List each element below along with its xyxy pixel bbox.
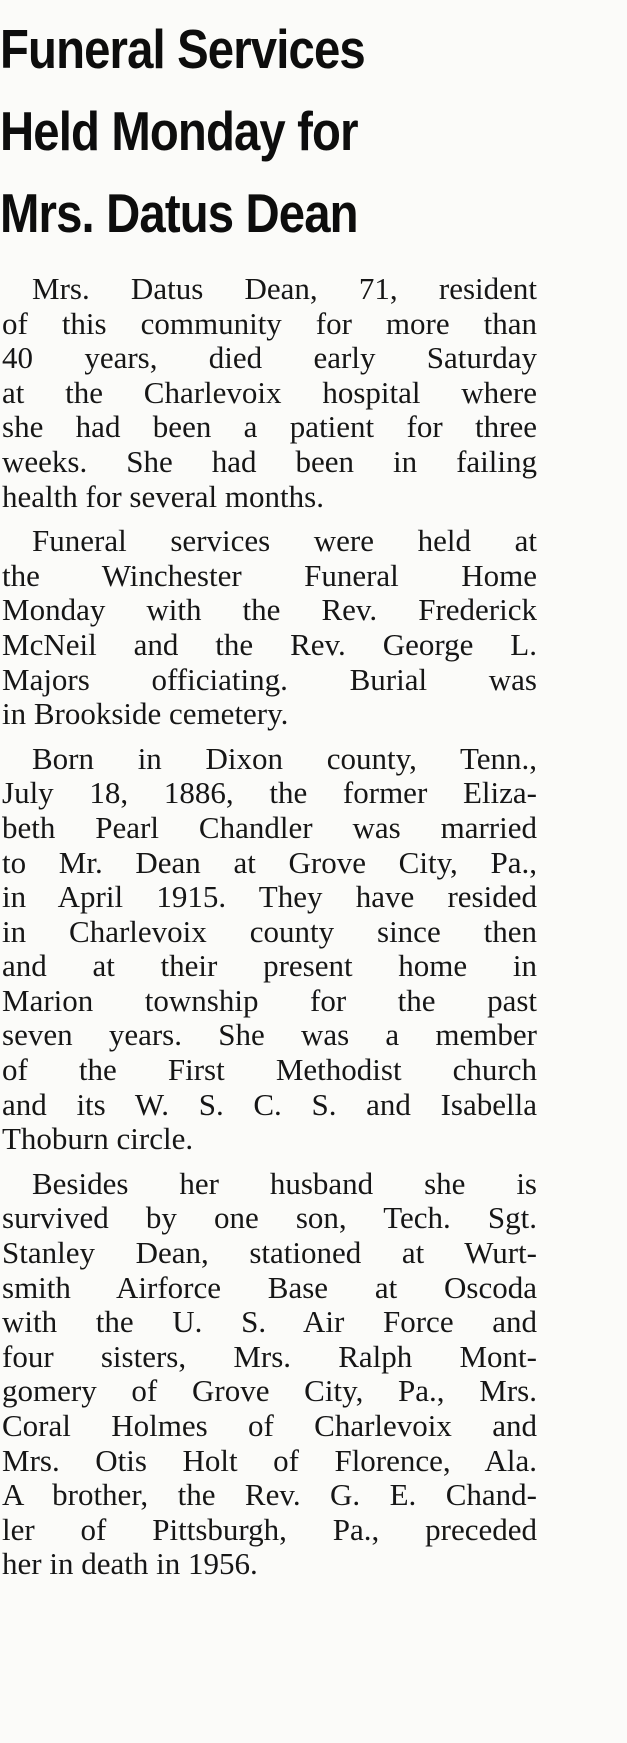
text-line: beth Pearl Chandler was married: [2, 809, 537, 845]
headline-line: Funeral Services: [0, 18, 365, 80]
text-line: four sisters, Mrs. Ralph Mont-: [2, 1338, 537, 1374]
text-line: Funeral services were held at: [32, 523, 537, 559]
text-line: Thoburn circle.: [2, 1121, 194, 1157]
text-line: Stanley Dean, stationed at Wurt-: [2, 1235, 537, 1271]
text-line: in Brookside cemetery.: [2, 696, 289, 732]
text-line: gomery of Grove City, Pa., Mrs.: [2, 1373, 537, 1409]
text-line: July 18, 1886, the former Eliza-: [2, 775, 537, 811]
text-line: Born in Dixon county, Tenn.,: [32, 740, 537, 776]
text-line: seven years. She was a member: [2, 1017, 537, 1053]
article-body: [2, 272, 537, 1582]
text-line: 40 years, died early Saturday: [2, 340, 537, 376]
headline-line: Held Monday for: [0, 100, 358, 162]
text-line: weeks. She had been in failing: [2, 443, 537, 479]
text-line: Coral Holmes of Charlevoix and: [2, 1408, 537, 1443]
text-line: and its W. S. C. S. and Isabella: [2, 1086, 537, 1122]
text-line: McNeil and the Rev. George L.: [2, 626, 537, 662]
paragraph-biography: [2, 742, 537, 1157]
text-line: in April 1915. They have resided: [2, 879, 537, 915]
text-line: A brother, the Rev. G. E. Chand-: [2, 1477, 537, 1513]
text-line: of the First Methodist church: [2, 1052, 537, 1088]
text-line: ler of Pittsburgh, Pa., preceded: [2, 1511, 537, 1547]
headline: [0, 8, 482, 254]
text-line: Majors officiating. Burial was: [2, 661, 537, 697]
text-line: Mrs. Otis Holt of Florence, Ala.: [2, 1442, 537, 1478]
paragraph-survivors: [2, 1167, 537, 1582]
text-line: to Mr. Dean at Grove City, Pa.,: [2, 844, 537, 880]
paragraph-death-notice: [2, 272, 537, 514]
text-line: at the Charlevoix hospital where: [2, 374, 537, 410]
text-line: Marion township for the past: [2, 982, 537, 1018]
text-line: she had been a patient for three: [2, 409, 537, 445]
text-line: Monday with the Rev. Frederick: [2, 592, 537, 628]
text-line: the Winchester Funeral Home: [2, 557, 537, 593]
text-line: with the U. S. Air Force and: [2, 1304, 537, 1340]
text-line: her in death in 1956.: [2, 1546, 258, 1582]
text-line: in Charlevoix county since then: [2, 913, 537, 949]
text-line: Besides her husband she is: [32, 1165, 537, 1201]
text-line: smith Airforce Base at Oscoda: [2, 1269, 537, 1305]
text-line: health for several months.: [2, 478, 324, 514]
paragraph-funeral-services: [2, 524, 537, 732]
text-line: survived by one son, Tech. Sgt.: [2, 1200, 537, 1236]
text-line: and at their present home in: [2, 948, 537, 984]
headline-line: Mrs. Datus Dean: [0, 182, 358, 244]
text-line: of this community for more than: [2, 305, 537, 341]
text-line: Mrs. Datus Dean, 71, resident: [32, 271, 537, 306]
